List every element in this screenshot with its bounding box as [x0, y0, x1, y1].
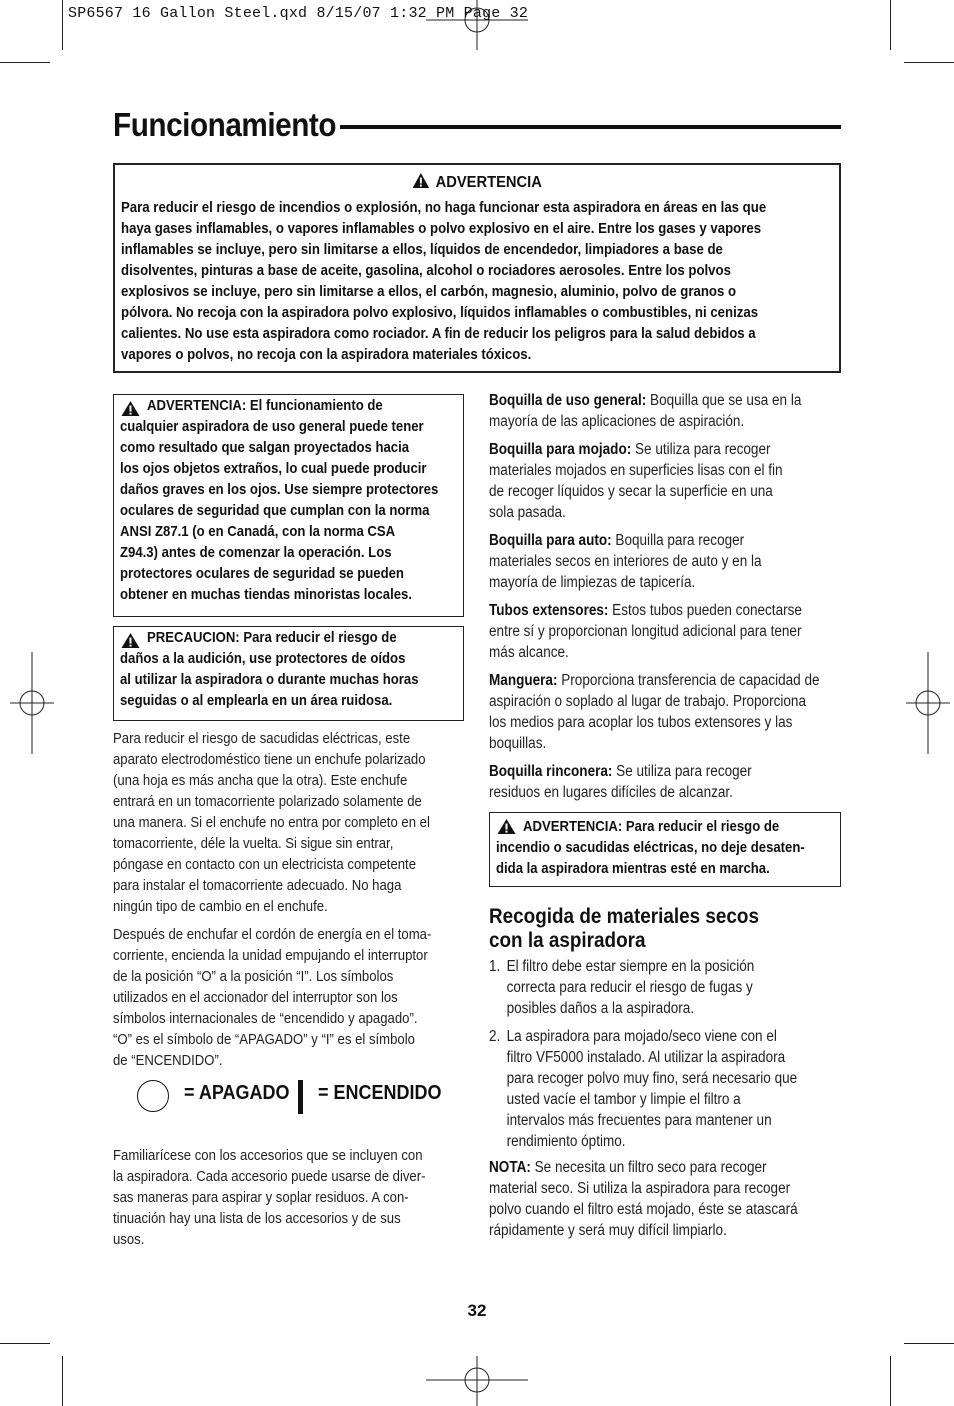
- paragraph-line: póngase en contacto con un electricista competente: [113, 857, 417, 873]
- title-rule: [340, 125, 841, 129]
- hearing-caution-line: PRECAUCION: Para reducir el riesgo de: [147, 630, 397, 646]
- paragraph-line: Para reducir el riesgo de sacudidas eléctricas, este: [113, 731, 411, 747]
- paragraph-line: símbolos internacionales de “encendido y apagado”.: [113, 1011, 418, 1027]
- accessory-first-line: [489, 390, 802, 411]
- warning-box: [113, 163, 841, 373]
- polarized-plug-text: [113, 729, 463, 1079]
- accessory-line: sola pasada.: [489, 504, 566, 521]
- step-line: usted vacíe el tambor y limpie el filtro a: [506, 1091, 741, 1108]
- paragraph-line: sas maneras para aspirar y soplar residuos. A con-: [113, 1190, 409, 1206]
- eye-warning-line: oculares de seguridad que cumplan con la norma: [120, 503, 430, 519]
- fire-warning-text: [496, 817, 839, 880]
- accessory-term: Tubos extensores:: [489, 602, 609, 619]
- eye-warning-line: ADVERTENCIA: El funcionamiento de: [147, 398, 383, 414]
- accessory-item: [489, 530, 841, 593]
- step-line: intervalos más frecuentes para mantener un: [506, 1112, 772, 1129]
- off-symbol-circle: [137, 1080, 169, 1112]
- crop-mark: [0, 62, 50, 63]
- paragraph-line: de la posición “O” a la posición “I”. Los símbolos: [113, 969, 394, 985]
- eye-warning-line: daños graves en los ojos. Use siempre protectores: [120, 482, 439, 498]
- eye-warning-line: protectores oculares de seguridad se pueden: [120, 566, 404, 582]
- paragraph-line: (una hoja es más ancha que la otra). Este enchufe: [113, 773, 408, 789]
- accessories-list: [489, 390, 841, 810]
- hearing-caution-text: [120, 628, 452, 712]
- registration-mark-bottom: [426, 1356, 528, 1406]
- accessory-item: [489, 439, 841, 523]
- paragraph: [113, 729, 463, 918]
- warning-line: vapores o polvos, no recoja con la aspiradora materiales tóxicos.: [121, 347, 532, 363]
- warning-line: haya gases inflamables, o vapores inflamables o polvo explosivo en el aire. Entre los gases y vapores: [121, 221, 762, 237]
- paragraph-line: Después de enchufar el cordón de energía en el toma-: [113, 927, 432, 943]
- step-text: El filtro debe estar siempre en la posición: [506, 958, 755, 975]
- accessory-line: más alcance.: [489, 644, 569, 661]
- eye-warning-line: cualquier aspiradora de uso general puede tener: [120, 419, 424, 435]
- accessory-term: Manguera:: [489, 672, 558, 689]
- accessory-line: materiales secos en interiores de auto y en la: [489, 553, 762, 570]
- section-heading-line: con la aspiradora: [489, 929, 646, 952]
- crop-mark: [890, 1356, 891, 1406]
- warning-line: Para reducir el riesgo de incendios o explosión, no haga funcionar esta aspiradora en áreas en las que: [121, 200, 767, 216]
- paragraph-line: ningún tipo de cambio en el enchufe.: [113, 899, 328, 915]
- accessory-item: [489, 761, 841, 803]
- paragraph: [113, 925, 463, 1072]
- print-slug: SP6567 16 Gallon Steel.qxd 8/15/07 1:32 PM Page 32: [68, 5, 529, 22]
- eye-warning-line: obtener en muchas tiendas minoristas locales.: [120, 587, 412, 603]
- fire-warning-line: dida la aspiradora mientras esté en marcha.: [496, 861, 770, 877]
- eye-warning-line: como resultado que salgan proyectados hacia: [120, 440, 410, 456]
- accessory-term: Boquilla para mojado:: [489, 441, 632, 458]
- accessory-line: materiales mojados en superficies lisas con el fin: [489, 462, 783, 479]
- accessory-desc: Boquilla que se usa en la: [646, 392, 802, 409]
- warning-text: [121, 198, 836, 366]
- note-paragraph: [489, 1157, 841, 1241]
- warning-line: disolventes, pinturas a base de aceite, gasolina, alcohol o rociadores aerosoles. Entre los polvos: [121, 263, 731, 279]
- paragraph-line: de “ENCENDIDO”.: [113, 1053, 223, 1069]
- step-line: filtro VF5000 instalado. Al utilizar la aspiradora: [506, 1049, 786, 1066]
- accessory-desc: Estos tubos pueden conectarse: [608, 602, 802, 619]
- section-heading: [489, 905, 829, 953]
- step-number: 1.: [489, 958, 501, 975]
- warning-line: calientes. No use esta aspiradora como rociador. A fin de reducir los peligros para la salud debidos a: [121, 326, 756, 342]
- warning-line: explosivos se incluye, pero sin limitarse a ellos, el carbón, magnesio, aluminio, polvo de granos o: [121, 284, 737, 300]
- eye-warning-text: [120, 396, 474, 606]
- accessory-line: aspiración o soplado al lugar de trabajo. Proporciona: [489, 693, 806, 710]
- crop-mark: [0, 1343, 50, 1344]
- warning-line: pólvora. No recoja con la aspiradora polvo explosivo, líquidos inflamables o combustibles, ni cenizas: [121, 305, 759, 321]
- eye-warning-line: ANSI Z87.1 (o en Canadá, con la norma CSA: [120, 524, 396, 540]
- hearing-caution-line: seguidas o al emplearla en un área ruidosa.: [120, 693, 393, 709]
- fire-warning-line: ADVERTENCIA: Para reducir el riesgo de: [523, 819, 780, 835]
- note-term: NOTA:: [489, 1159, 531, 1176]
- page-title: Funcionamiento: [113, 106, 337, 143]
- section-heading-line: Recogida de materiales secos: [489, 905, 759, 928]
- accessory-line: boquillas.: [489, 735, 547, 752]
- eye-warning-box: [113, 394, 464, 617]
- paragraph-line: entrará en un tomacorriente polarizado solamente de: [113, 794, 422, 810]
- on-label: = ENCENDIDO: [318, 1082, 442, 1104]
- hearing-caution-line: daños a la audición, use protectores de oídos: [120, 651, 406, 667]
- paragraph-line: usos.: [113, 1232, 145, 1248]
- hearing-caution-box: [113, 626, 464, 721]
- note-first-line: [489, 1157, 799, 1178]
- accessory-line: entre sí y proporcionan longitud adicional para tener: [489, 623, 802, 640]
- page-number: 32: [467, 1301, 487, 1320]
- crop-mark: [890, 0, 891, 50]
- step-line: posibles daños a la aspiradora.: [506, 1000, 695, 1017]
- step-text: La aspiradora para mojado/seco viene con el: [506, 1028, 777, 1045]
- accessory-desc: Boquilla para recoger: [611, 532, 745, 549]
- accessory-item: [489, 670, 841, 754]
- accessory-term: Boquilla para auto:: [489, 532, 612, 549]
- accessory-line: los medios para acoplar los tubos extensores y las: [489, 714, 793, 731]
- paragraph-line: aparato electrodoméstico tiene un enchufe polarizado: [113, 752, 426, 768]
- crop-mark: [62, 1356, 63, 1406]
- warning-icon: [412, 172, 430, 189]
- registration-mark-right: [906, 652, 950, 754]
- accessory-desc: Se utiliza para recoger: [631, 441, 771, 458]
- eye-warning-line: los ojos objetos extraños, lo cual puede producir: [120, 461, 427, 477]
- paragraph-line: Familiarícese con los accesorios que se incluyen con: [113, 1148, 423, 1164]
- off-label: = APAGADO: [184, 1082, 290, 1104]
- accessory-first-line: [489, 670, 820, 691]
- paragraph-line: tomacorriente, déle la vuelta. Si sigue sin entrar,: [113, 836, 394, 852]
- accessory-first-line: [489, 600, 802, 621]
- step-line: [489, 1026, 799, 1047]
- warning-line: inflamables se incluye, pero sin limitarse a ellos, líquidos de encendedor, limpiadores a base de: [121, 242, 723, 258]
- note-line: material seco. Si utiliza la aspiradora para recoger: [489, 1180, 791, 1197]
- accessory-line: mayoría de limpiezas de tapicería.: [489, 574, 696, 591]
- crop-mark: [904, 1343, 954, 1344]
- note-line: rápidamente y será muy difícil limpiarlo.: [489, 1222, 727, 1239]
- accessory-line: mayoría de las aplicaciones de aspiración.: [489, 413, 745, 430]
- fire-warning-box: [489, 812, 841, 887]
- step-item: [489, 956, 841, 1019]
- step-line: para recoger polvo muy fino, será necesario que: [506, 1070, 798, 1087]
- paragraph-line: para instalar el tomacorriente adecuado. No haga: [113, 878, 402, 894]
- step-item: [489, 1026, 841, 1152]
- step-line: correcta para reducir el riesgo de fugas y: [506, 979, 753, 996]
- warning-heading: ADVERTENCIA: [115, 172, 839, 192]
- paragraph-line: utilizados en el accionador del interruptor son los: [113, 990, 398, 1006]
- accessory-line: de recoger líquidos y secar la superficie en una: [489, 483, 773, 500]
- step-line: [489, 956, 799, 977]
- accessory-desc: Proporciona transferencia de capacidad de: [557, 672, 820, 689]
- crop-mark: [904, 62, 954, 63]
- accessories-intro: [113, 1146, 463, 1251]
- eye-warning-line: Z94.3) antes de comenzar la operación. Los: [120, 545, 392, 561]
- accessory-desc: Se utiliza para recoger: [612, 763, 752, 780]
- note-text: Se necesita un filtro seco para recoger: [530, 1159, 767, 1176]
- steps-list: [489, 956, 841, 1159]
- fire-warning-line: incendio o sacudidas eléctricas, no deje desaten-: [496, 840, 805, 856]
- step-line: rendimiento óptimo.: [506, 1133, 626, 1150]
- accessory-line: residuos en lugares difíciles de alcanzar.: [489, 784, 733, 801]
- step-number: 2.: [489, 1028, 501, 1045]
- hearing-caution-line: al utilizar la aspiradora o durante muchas horas: [120, 672, 419, 688]
- accessory-first-line: [489, 761, 799, 782]
- paragraph-line: una manera. Si el enchufe no entra por completo en el: [113, 815, 430, 831]
- accessory-term: Boquilla rinconera:: [489, 763, 613, 780]
- on-symbol-bar: [298, 1080, 303, 1114]
- accessory-first-line: [489, 439, 799, 460]
- accessory-term: Boquilla de uso general:: [489, 392, 647, 409]
- accessory-first-line: [489, 530, 799, 551]
- registration-mark-left: [10, 652, 54, 754]
- paragraph-line: corriente, encienda la unidad empujando el interruptor: [113, 948, 428, 964]
- paragraph-line: “O” es el símbolo de “APAGADO” y “I” es el símbolo: [113, 1032, 415, 1048]
- paragraph-line: la aspiradora. Cada accesorio puede usarse de diver-: [113, 1169, 426, 1185]
- paragraph-line: tinuación hay una lista de los accesorios y de sus: [113, 1211, 401, 1227]
- note-line: polvo cuando el filtro está mojado, éste se atascará: [489, 1201, 798, 1218]
- crop-mark: [62, 0, 63, 50]
- accessory-item: [489, 390, 841, 432]
- accessory-item: [489, 600, 841, 663]
